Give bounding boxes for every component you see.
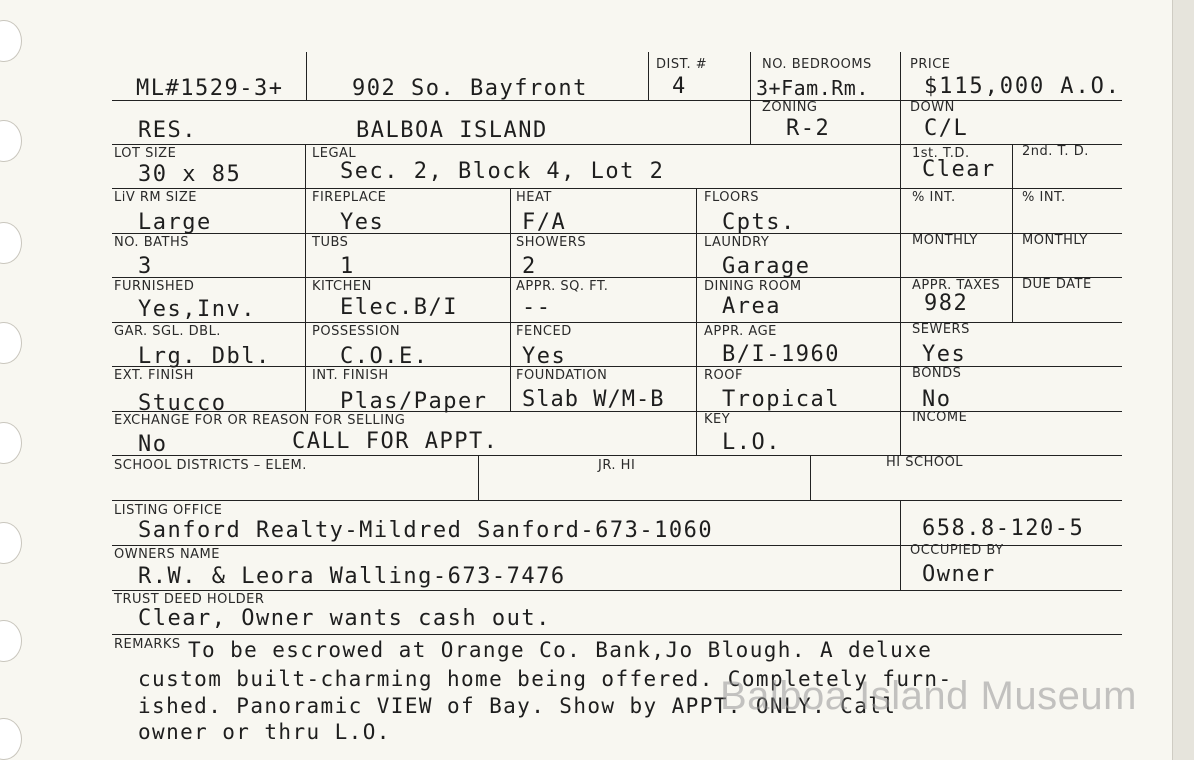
- heat-label: HEAT: [516, 190, 552, 205]
- appr-taxes-label: APPR. TAXES: [912, 278, 1001, 293]
- kitchen-label: KITCHEN: [312, 279, 372, 294]
- tubs-label: TUBS: [312, 235, 349, 250]
- foundation-label: FOUNDATION: [516, 368, 608, 383]
- binder-hole: [0, 20, 22, 62]
- liv-rm-size-value: Large: [138, 210, 212, 235]
- owners-name-value: R.W. & Leora Walling-673-7476: [138, 564, 566, 589]
- garage-label: GAR. SGL. DBL.: [114, 324, 221, 339]
- dist-value: 4: [672, 74, 687, 99]
- col-divider: [900, 144, 901, 455]
- bedrooms-value: 3+Fam.Rm.: [756, 76, 869, 100]
- sewers-value: Yes: [922, 342, 967, 367]
- col-divider: [648, 52, 649, 100]
- no-baths-value: 3: [138, 254, 153, 279]
- bonds-label: BONDS: [912, 366, 962, 381]
- zoning-value: R-2: [786, 116, 831, 141]
- laundry-value: Garage: [722, 254, 811, 279]
- row-divider: [112, 500, 1122, 501]
- pct-int-label: % INT.: [1022, 190, 1066, 205]
- trust-deed-holder-label: TRUST DEED HOLDER: [114, 592, 265, 607]
- ext-finish-value: Stucco: [138, 391, 227, 416]
- showers-value: 2: [522, 254, 537, 279]
- first-td-label: 1st. T.D.: [912, 146, 970, 161]
- heat-value: F/A: [522, 210, 567, 235]
- no-baths-label: NO. BATHS: [114, 235, 189, 250]
- due-date-label: DUE DATE: [1022, 277, 1092, 292]
- fireplace-label: FIREPLACE: [312, 190, 387, 205]
- roof-value: Tropical: [722, 387, 840, 412]
- col-divider: [305, 144, 306, 411]
- col-divider: [750, 52, 751, 144]
- binder-hole: [0, 620, 22, 662]
- second-td-label: 2nd. T. D.: [1022, 144, 1089, 159]
- floors-value: Cpts.: [722, 210, 796, 235]
- property-type: RES.: [138, 118, 197, 143]
- row-divider: [112, 322, 1122, 323]
- sewers-label: SEWERS: [912, 322, 970, 337]
- col-divider: [306, 52, 307, 100]
- lot-size-value: 30 x 85: [138, 162, 242, 187]
- int-finish-label: INT. FINISH: [312, 368, 389, 383]
- roof-label: ROOF: [704, 368, 743, 383]
- page-edge: [1172, 0, 1194, 760]
- key-value: L.O.: [722, 430, 781, 455]
- first-td-value: Clear: [922, 157, 996, 182]
- price-label: PRICE: [910, 57, 951, 72]
- remarks-line: To be escrowed at Orange Co. Bank,Jo Blough. A deluxe: [188, 638, 933, 662]
- row-divider: [112, 144, 1122, 145]
- row-divider: [112, 590, 1122, 591]
- remarks-label: REMARKS: [114, 637, 181, 652]
- museum-watermark: Balboa Island Museum: [720, 674, 1137, 718]
- col-divider: [900, 500, 901, 590]
- fenced-label: FENCED: [516, 324, 572, 339]
- binder-hole: [0, 718, 22, 760]
- binder-hole: [0, 522, 22, 564]
- col-divider: [1012, 144, 1013, 322]
- showers-label: SHOWERS: [516, 235, 587, 250]
- area-name: BALBOA ISLAND: [356, 118, 548, 143]
- listing-office-value: Sanford Realty-Mildred Sanford-673-1060: [138, 518, 714, 543]
- appr-sq-ft-value: --: [522, 295, 552, 320]
- listing-office-label: LISTING OFFICE: [114, 503, 223, 518]
- trust-deed-holder-value: Clear, Owner wants cash out.: [138, 606, 551, 631]
- ml-number: ML#1529-3+: [136, 76, 284, 101]
- possession-value: C.O.E.: [340, 344, 429, 369]
- reason-value: CALL FOR APPT.: [292, 429, 499, 454]
- col-divider: [478, 455, 479, 500]
- col-divider: [696, 188, 697, 455]
- possession-label: POSSESSION: [312, 324, 401, 339]
- binder-hole: [0, 120, 22, 162]
- remarks-line: ished. Panoramic VIEW of Bay. Show by APPT. ONLY. Call: [138, 694, 897, 718]
- col-divider: [900, 52, 901, 144]
- bonds-value: No: [922, 387, 952, 412]
- int-finish-value: Plas/Paper: [340, 389, 488, 414]
- jr-hi-label: JR. HI: [598, 458, 636, 473]
- fireplace-value: Yes: [340, 210, 385, 235]
- occupied-by-label: OCCUPIED BY: [910, 543, 1004, 558]
- key-label: KEY: [704, 412, 731, 427]
- pct-int-label: % INT.: [912, 190, 956, 205]
- monthly-label: MONTHLY: [1022, 233, 1088, 248]
- monthly-label: MONTHLY: [912, 233, 978, 248]
- dining-room-label: DINING ROOM: [704, 279, 802, 294]
- lot-size-label: LOT SIZE: [114, 146, 177, 161]
- appr-age-value: B/I-1960: [722, 342, 840, 367]
- dining-room-value: Area: [722, 294, 781, 319]
- binder-hole: [0, 322, 22, 364]
- garage-value: Lrg. Dbl.: [138, 344, 271, 369]
- appr-taxes-value: 982: [924, 291, 969, 316]
- price-value: $115,000 A.O.: [924, 74, 1121, 99]
- liv-rm-size-label: LiV RM SIZE: [114, 190, 197, 205]
- laundry-label: LAUNDRY: [704, 235, 770, 250]
- down-label: DOWN: [910, 100, 955, 115]
- address: 902 So. Bayfront: [352, 76, 588, 101]
- ext-finish-label: EXT. FINISH: [114, 368, 194, 383]
- row-divider: [112, 634, 1122, 635]
- owners-name-label: OWNERS NAME: [114, 547, 220, 562]
- listing-code-value: 658.8-120-5: [922, 516, 1085, 541]
- foundation-value: Slab W/M-B: [522, 387, 665, 412]
- exchange-value: No: [138, 432, 168, 457]
- kitchen-value: Elec.B/I: [340, 295, 458, 320]
- bedrooms-label: NO. BEDROOMS: [762, 57, 872, 72]
- income-label: INCOME: [912, 410, 968, 425]
- school-elem-label: SCHOOL DISTRICTS – ELEM.: [114, 458, 307, 473]
- legal-value: Sec. 2, Block 4, Lot 2: [340, 159, 665, 184]
- zoning-label: ZONING: [762, 100, 818, 115]
- fenced-value: Yes: [522, 344, 567, 369]
- dist-label: DIST. #: [656, 57, 708, 72]
- floors-label: FLOORS: [704, 190, 760, 205]
- appr-age-label: APPR. AGE: [704, 324, 777, 339]
- down-value: C/L: [924, 116, 969, 141]
- appr-sq-ft-label: APPR. SQ. FT.: [516, 279, 609, 294]
- furnished-label: FURNISHED: [114, 279, 195, 294]
- remarks-line: custom built-charming home being offered. Completely furn-: [138, 667, 953, 691]
- occupied-by-value: Owner: [922, 562, 996, 587]
- binder-hole: [0, 222, 22, 264]
- tubs-value: 1: [340, 254, 355, 279]
- row-divider: [112, 188, 1122, 189]
- binder-hole: [0, 422, 22, 464]
- hi-school-label: HI SCHOOL: [886, 455, 964, 470]
- furnished-value: Yes,Inv.: [138, 297, 256, 322]
- exchange-label: EXCHANGE FOR OR REASON FOR SELLING: [114, 413, 406, 428]
- col-divider: [510, 188, 511, 411]
- remarks-line: owner or thru L.O.: [138, 720, 391, 744]
- legal-label: LEGAL: [312, 146, 357, 161]
- col-divider: [810, 455, 811, 500]
- row-divider: [112, 455, 1122, 456]
